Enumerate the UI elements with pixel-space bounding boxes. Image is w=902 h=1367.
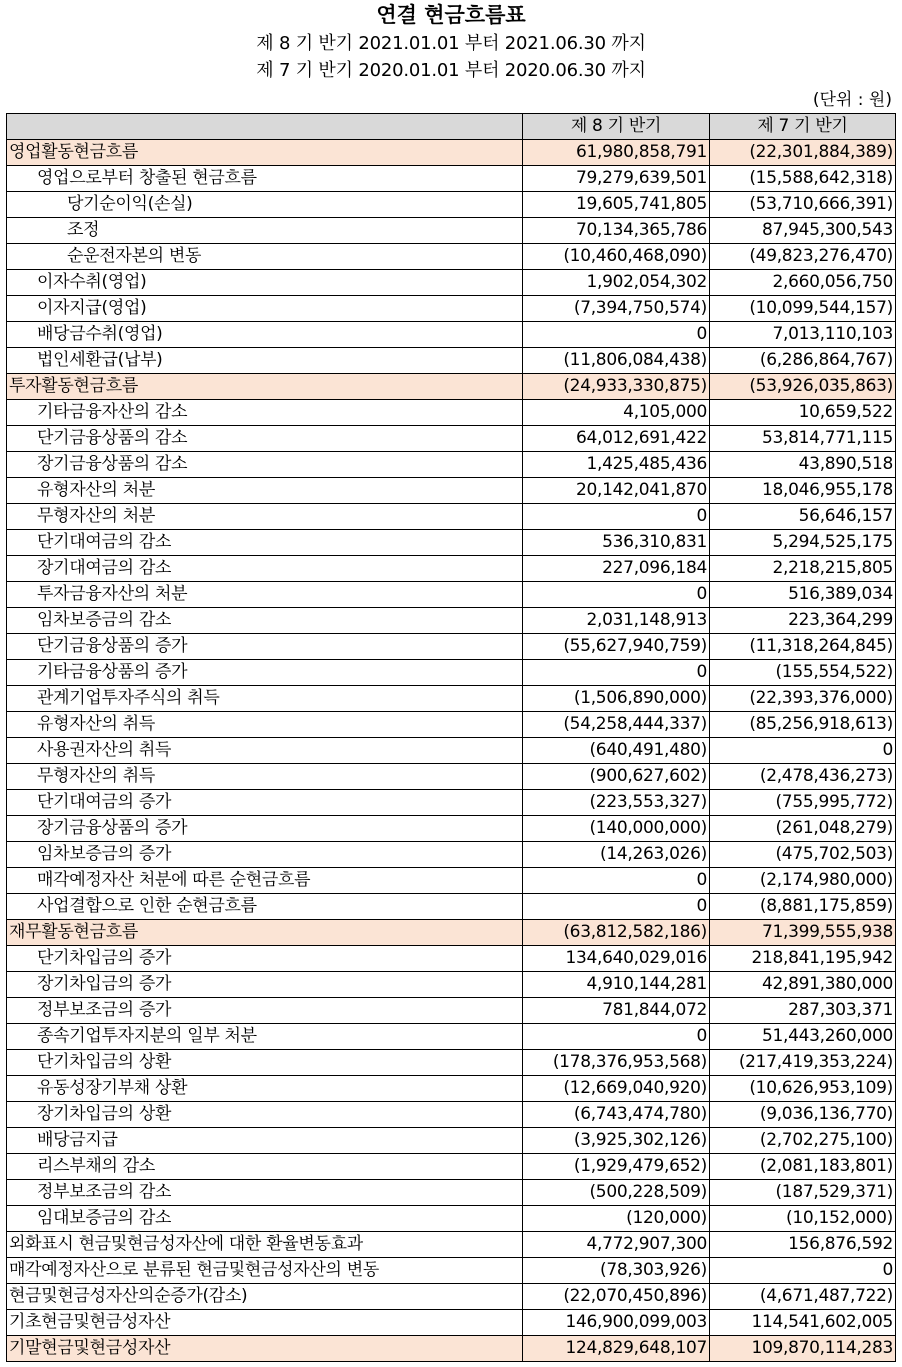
row-label: 장기금융상품의 감소	[7, 452, 523, 478]
table-row	[7, 816, 896, 842]
header-prior: 제 7 기 반기	[710, 114, 896, 140]
prior-period-value: 51,443,260,000	[710, 1024, 896, 1050]
prior-period-value: 71,399,555,938	[710, 920, 896, 946]
row-label: 기말현금및현금성자산	[7, 1336, 523, 1362]
table-row	[7, 894, 896, 920]
current-period-value: (55,627,940,759)	[523, 634, 710, 660]
current-period-value: (14,263,026)	[523, 842, 710, 868]
row-label: 기타금융자산의 감소	[7, 400, 523, 426]
row-label: 유형자산의 처분	[7, 478, 523, 504]
current-period-value: (178,376,953,568)	[523, 1050, 710, 1076]
current-period-value: 0	[523, 894, 710, 920]
section-row	[7, 1336, 896, 1362]
prior-period-value: 0	[710, 738, 896, 764]
current-period-value: (24,933,330,875)	[523, 374, 710, 400]
prior-period-value: 43,890,518	[710, 452, 896, 478]
row-label: 사업결합으로 인한 순현금흐름	[7, 894, 523, 920]
row-label: 관계기업투자주식의 취득	[7, 686, 523, 712]
prior-period-value: (475,702,503)	[710, 842, 896, 868]
row-label: 기초현금및현금성자산	[7, 1310, 523, 1336]
section-row	[7, 374, 896, 400]
prior-period-value: 109,870,114,283	[710, 1336, 896, 1362]
current-period-value: 0	[523, 868, 710, 894]
row-label: 단기대여금의 감소	[7, 530, 523, 556]
row-label: 사용권자산의 취득	[7, 738, 523, 764]
row-label: 임대보증금의 감소	[7, 1206, 523, 1232]
row-label: 당기순이익(손실)	[7, 192, 523, 218]
current-period-value: (54,258,444,337)	[523, 712, 710, 738]
table-row	[7, 530, 896, 556]
current-period-value: 0	[523, 322, 710, 348]
current-period-value: (1,506,890,000)	[523, 686, 710, 712]
table-row	[7, 1102, 896, 1128]
prior-period-value: 287,303,371	[710, 998, 896, 1024]
prior-period-value: (8,881,175,859)	[710, 894, 896, 920]
row-label: 재무활동현금흐름	[7, 920, 523, 946]
table-row	[7, 192, 896, 218]
row-label: 현금및현금성자산의순증가(감소)	[7, 1284, 523, 1310]
current-period-value: (1,929,479,652)	[523, 1154, 710, 1180]
current-period-value: (22,070,450,896)	[523, 1284, 710, 1310]
cash-flow-table	[6, 113, 896, 1362]
table-row	[7, 218, 896, 244]
current-period-value: 4,105,000	[523, 400, 710, 426]
table-row	[7, 452, 896, 478]
row-label: 매각예정자산 처분에 따른 순현금흐름	[7, 868, 523, 894]
prior-period-value: (2,478,436,273)	[710, 764, 896, 790]
row-label: 정부보조금의 감소	[7, 1180, 523, 1206]
current-period-value: 0	[523, 582, 710, 608]
current-period-value: 79,279,639,501	[523, 166, 710, 192]
current-period-value: 1,902,054,302	[523, 270, 710, 296]
current-period-value: 70,134,365,786	[523, 218, 710, 244]
current-period-value: 2,031,148,913	[523, 608, 710, 634]
row-label: 매각예정자산으로 분류된 현금및현금성자산의 변동	[7, 1258, 523, 1284]
prior-period-value: 42,891,380,000	[710, 972, 896, 998]
row-label: 무형자산의 처분	[7, 504, 523, 530]
table-row	[7, 1024, 896, 1050]
prior-period-value: (217,419,353,224)	[710, 1050, 896, 1076]
row-label: 무형자산의 취득	[7, 764, 523, 790]
prior-period-value: 18,046,955,178	[710, 478, 896, 504]
row-label: 영업활동현금흐름	[7, 140, 523, 166]
table-row	[7, 504, 896, 530]
header-blank	[7, 114, 523, 140]
current-period-value: 146,900,099,003	[523, 1310, 710, 1336]
current-period-value: 536,310,831	[523, 530, 710, 556]
table-header-row	[7, 114, 896, 140]
prior-period-value: 5,294,525,175	[710, 530, 896, 556]
prior-period-value: (9,036,136,770)	[710, 1102, 896, 1128]
prior-period-value: (2,702,275,100)	[710, 1128, 896, 1154]
current-period-value: (140,000,000)	[523, 816, 710, 842]
prior-period-value: (15,588,642,318)	[710, 166, 896, 192]
table-row	[7, 608, 896, 634]
current-period-value: (120,000)	[523, 1206, 710, 1232]
current-period-value: (10,460,468,090)	[523, 244, 710, 270]
row-label: 외화표시 현금및현금성자산에 대한 환율변동효과	[7, 1232, 523, 1258]
table-row	[7, 582, 896, 608]
row-label: 배당금수취(영업)	[7, 322, 523, 348]
current-period-value: 61,980,858,791	[523, 140, 710, 166]
table-row	[7, 634, 896, 660]
current-period-value: (11,806,084,438)	[523, 348, 710, 374]
prior-period-value: (49,823,276,470)	[710, 244, 896, 270]
current-period-value: (7,394,750,574)	[523, 296, 710, 322]
table-row	[7, 946, 896, 972]
row-label: 단기금융상품의 증가	[7, 634, 523, 660]
current-period-value: 1,425,485,436	[523, 452, 710, 478]
table-row	[7, 660, 896, 686]
table-row	[7, 322, 896, 348]
prior-period-value: (10,626,953,109)	[710, 1076, 896, 1102]
current-period-value: (6,743,474,780)	[523, 1102, 710, 1128]
prior-period-value: (187,529,371)	[710, 1180, 896, 1206]
current-period-value: (900,627,602)	[523, 764, 710, 790]
prior-period-value: (53,926,035,863)	[710, 374, 896, 400]
current-period-value: (63,812,582,186)	[523, 920, 710, 946]
current-period-value: 64,012,691,422	[523, 426, 710, 452]
prior-period-value: (261,048,279)	[710, 816, 896, 842]
statement-title: 연결 현금흐름표	[376, 2, 526, 27]
period-current: 제 8 기 반기 2021.01.01 부터 2021.06.30 까지	[256, 33, 646, 54]
unit-label: (단위 : 원)	[812, 90, 892, 110]
prior-period-value: (22,393,376,000)	[710, 686, 896, 712]
prior-period-value: (22,301,884,389)	[710, 140, 896, 166]
row-label: 정부보조금의 증가	[7, 998, 523, 1024]
prior-period-value: 87,945,300,543	[710, 218, 896, 244]
row-label: 유형자산의 취득	[7, 712, 523, 738]
prior-period-value: (85,256,918,613)	[710, 712, 896, 738]
row-label: 순운전자본의 변동	[7, 244, 523, 270]
prior-period-value: 223,364,299	[710, 608, 896, 634]
current-period-value: (78,303,926)	[523, 1258, 710, 1284]
current-period-value: 0	[523, 504, 710, 530]
table-row	[7, 1258, 896, 1284]
row-label: 단기차입금의 상환	[7, 1050, 523, 1076]
table-row	[7, 1154, 896, 1180]
row-label: 유동성장기부채 상환	[7, 1076, 523, 1102]
table-row	[7, 1076, 896, 1102]
row-label: 기타금융상품의 증가	[7, 660, 523, 686]
table-row	[7, 1206, 896, 1232]
current-period-value: 0	[523, 660, 710, 686]
prior-period-value: (2,174,980,000)	[710, 868, 896, 894]
current-period-value: 781,844,072	[523, 998, 710, 1024]
table-row	[7, 348, 896, 374]
current-period-value: (3,925,302,126)	[523, 1128, 710, 1154]
table-row	[7, 1128, 896, 1154]
table-row	[7, 166, 896, 192]
prior-period-value: (10,099,544,157)	[710, 296, 896, 322]
current-period-value: 134,640,029,016	[523, 946, 710, 972]
row-label: 배당금지급	[7, 1128, 523, 1154]
prior-period-value: (755,995,772)	[710, 790, 896, 816]
row-label: 단기금융상품의 감소	[7, 426, 523, 452]
current-period-value: 4,772,907,300	[523, 1232, 710, 1258]
prior-period-value: 0	[710, 1258, 896, 1284]
table-row	[7, 790, 896, 816]
table-row	[7, 738, 896, 764]
table-row	[7, 972, 896, 998]
period-prior: 제 7 기 반기 2020.01.01 부터 2020.06.30 까지	[256, 60, 646, 81]
prior-period-value: 7,013,110,103	[710, 322, 896, 348]
table-row	[7, 426, 896, 452]
current-period-value: (500,228,509)	[523, 1180, 710, 1206]
prior-period-value: 2,218,215,805	[710, 556, 896, 582]
table-row	[7, 712, 896, 738]
table-row	[7, 478, 896, 504]
table-row	[7, 1180, 896, 1206]
row-label: 임차보증금의 감소	[7, 608, 523, 634]
current-period-value: (223,553,327)	[523, 790, 710, 816]
row-label: 조정	[7, 218, 523, 244]
row-label: 종속기업투자지분의 일부 처분	[7, 1024, 523, 1050]
table-row	[7, 270, 896, 296]
section-row	[7, 140, 896, 166]
current-period-value: 124,829,648,107	[523, 1336, 710, 1362]
table-row	[7, 1284, 896, 1310]
prior-period-value: (2,081,183,801)	[710, 1154, 896, 1180]
table-row	[7, 842, 896, 868]
prior-period-value: (53,710,666,391)	[710, 192, 896, 218]
table-row	[7, 1310, 896, 1336]
prior-period-value: (4,671,487,722)	[710, 1284, 896, 1310]
prior-period-value: (11,318,264,845)	[710, 634, 896, 660]
table-body	[7, 114, 896, 1362]
table-row	[7, 556, 896, 582]
current-period-value: 19,605,741,805	[523, 192, 710, 218]
table-row	[7, 868, 896, 894]
row-label: 투자활동현금흐름	[7, 374, 523, 400]
table-row	[7, 296, 896, 322]
row-label: 영업으로부터 창출된 현금흐름	[7, 166, 523, 192]
row-label: 법인세환급(납부)	[7, 348, 523, 374]
row-label: 투자금융자산의 처분	[7, 582, 523, 608]
table-row	[7, 400, 896, 426]
row-label: 단기대여금의 증가	[7, 790, 523, 816]
prior-period-value: 156,876,592	[710, 1232, 896, 1258]
prior-period-value: 218,841,195,942	[710, 946, 896, 972]
row-label: 리스부채의 감소	[7, 1154, 523, 1180]
row-label: 임차보증금의 증가	[7, 842, 523, 868]
header-current: 제 8 기 반기	[523, 114, 710, 140]
table-row	[7, 244, 896, 270]
row-label: 장기차입금의 상환	[7, 1102, 523, 1128]
prior-period-value: (6,286,864,767)	[710, 348, 896, 374]
prior-period-value: 10,659,522	[710, 400, 896, 426]
prior-period-value: 56,646,157	[710, 504, 896, 530]
table-row	[7, 998, 896, 1024]
current-period-value: 20,142,041,870	[523, 478, 710, 504]
prior-period-value: (155,554,522)	[710, 660, 896, 686]
current-period-value: 227,096,184	[523, 556, 710, 582]
prior-period-value: 114,541,602,005	[710, 1310, 896, 1336]
prior-period-value: (10,152,000)	[710, 1206, 896, 1232]
current-period-value: (640,491,480)	[523, 738, 710, 764]
prior-period-value: 2,660,056,750	[710, 270, 896, 296]
table-row	[7, 1050, 896, 1076]
row-label: 단기차입금의 증가	[7, 946, 523, 972]
row-label: 이자수취(영업)	[7, 270, 523, 296]
table-row	[7, 686, 896, 712]
section-row	[7, 920, 896, 946]
row-label: 장기대여금의 감소	[7, 556, 523, 582]
table-row	[7, 1232, 896, 1258]
prior-period-value: 516,389,034	[710, 582, 896, 608]
current-period-value: 0	[523, 1024, 710, 1050]
table-row	[7, 764, 896, 790]
prior-period-value: 53,814,771,115	[710, 426, 896, 452]
row-label: 이자지급(영업)	[7, 296, 523, 322]
current-period-value: (12,669,040,920)	[523, 1076, 710, 1102]
row-label: 장기차입금의 증가	[7, 972, 523, 998]
current-period-value: 4,910,144,281	[523, 972, 710, 998]
row-label: 장기금융상품의 증가	[7, 816, 523, 842]
